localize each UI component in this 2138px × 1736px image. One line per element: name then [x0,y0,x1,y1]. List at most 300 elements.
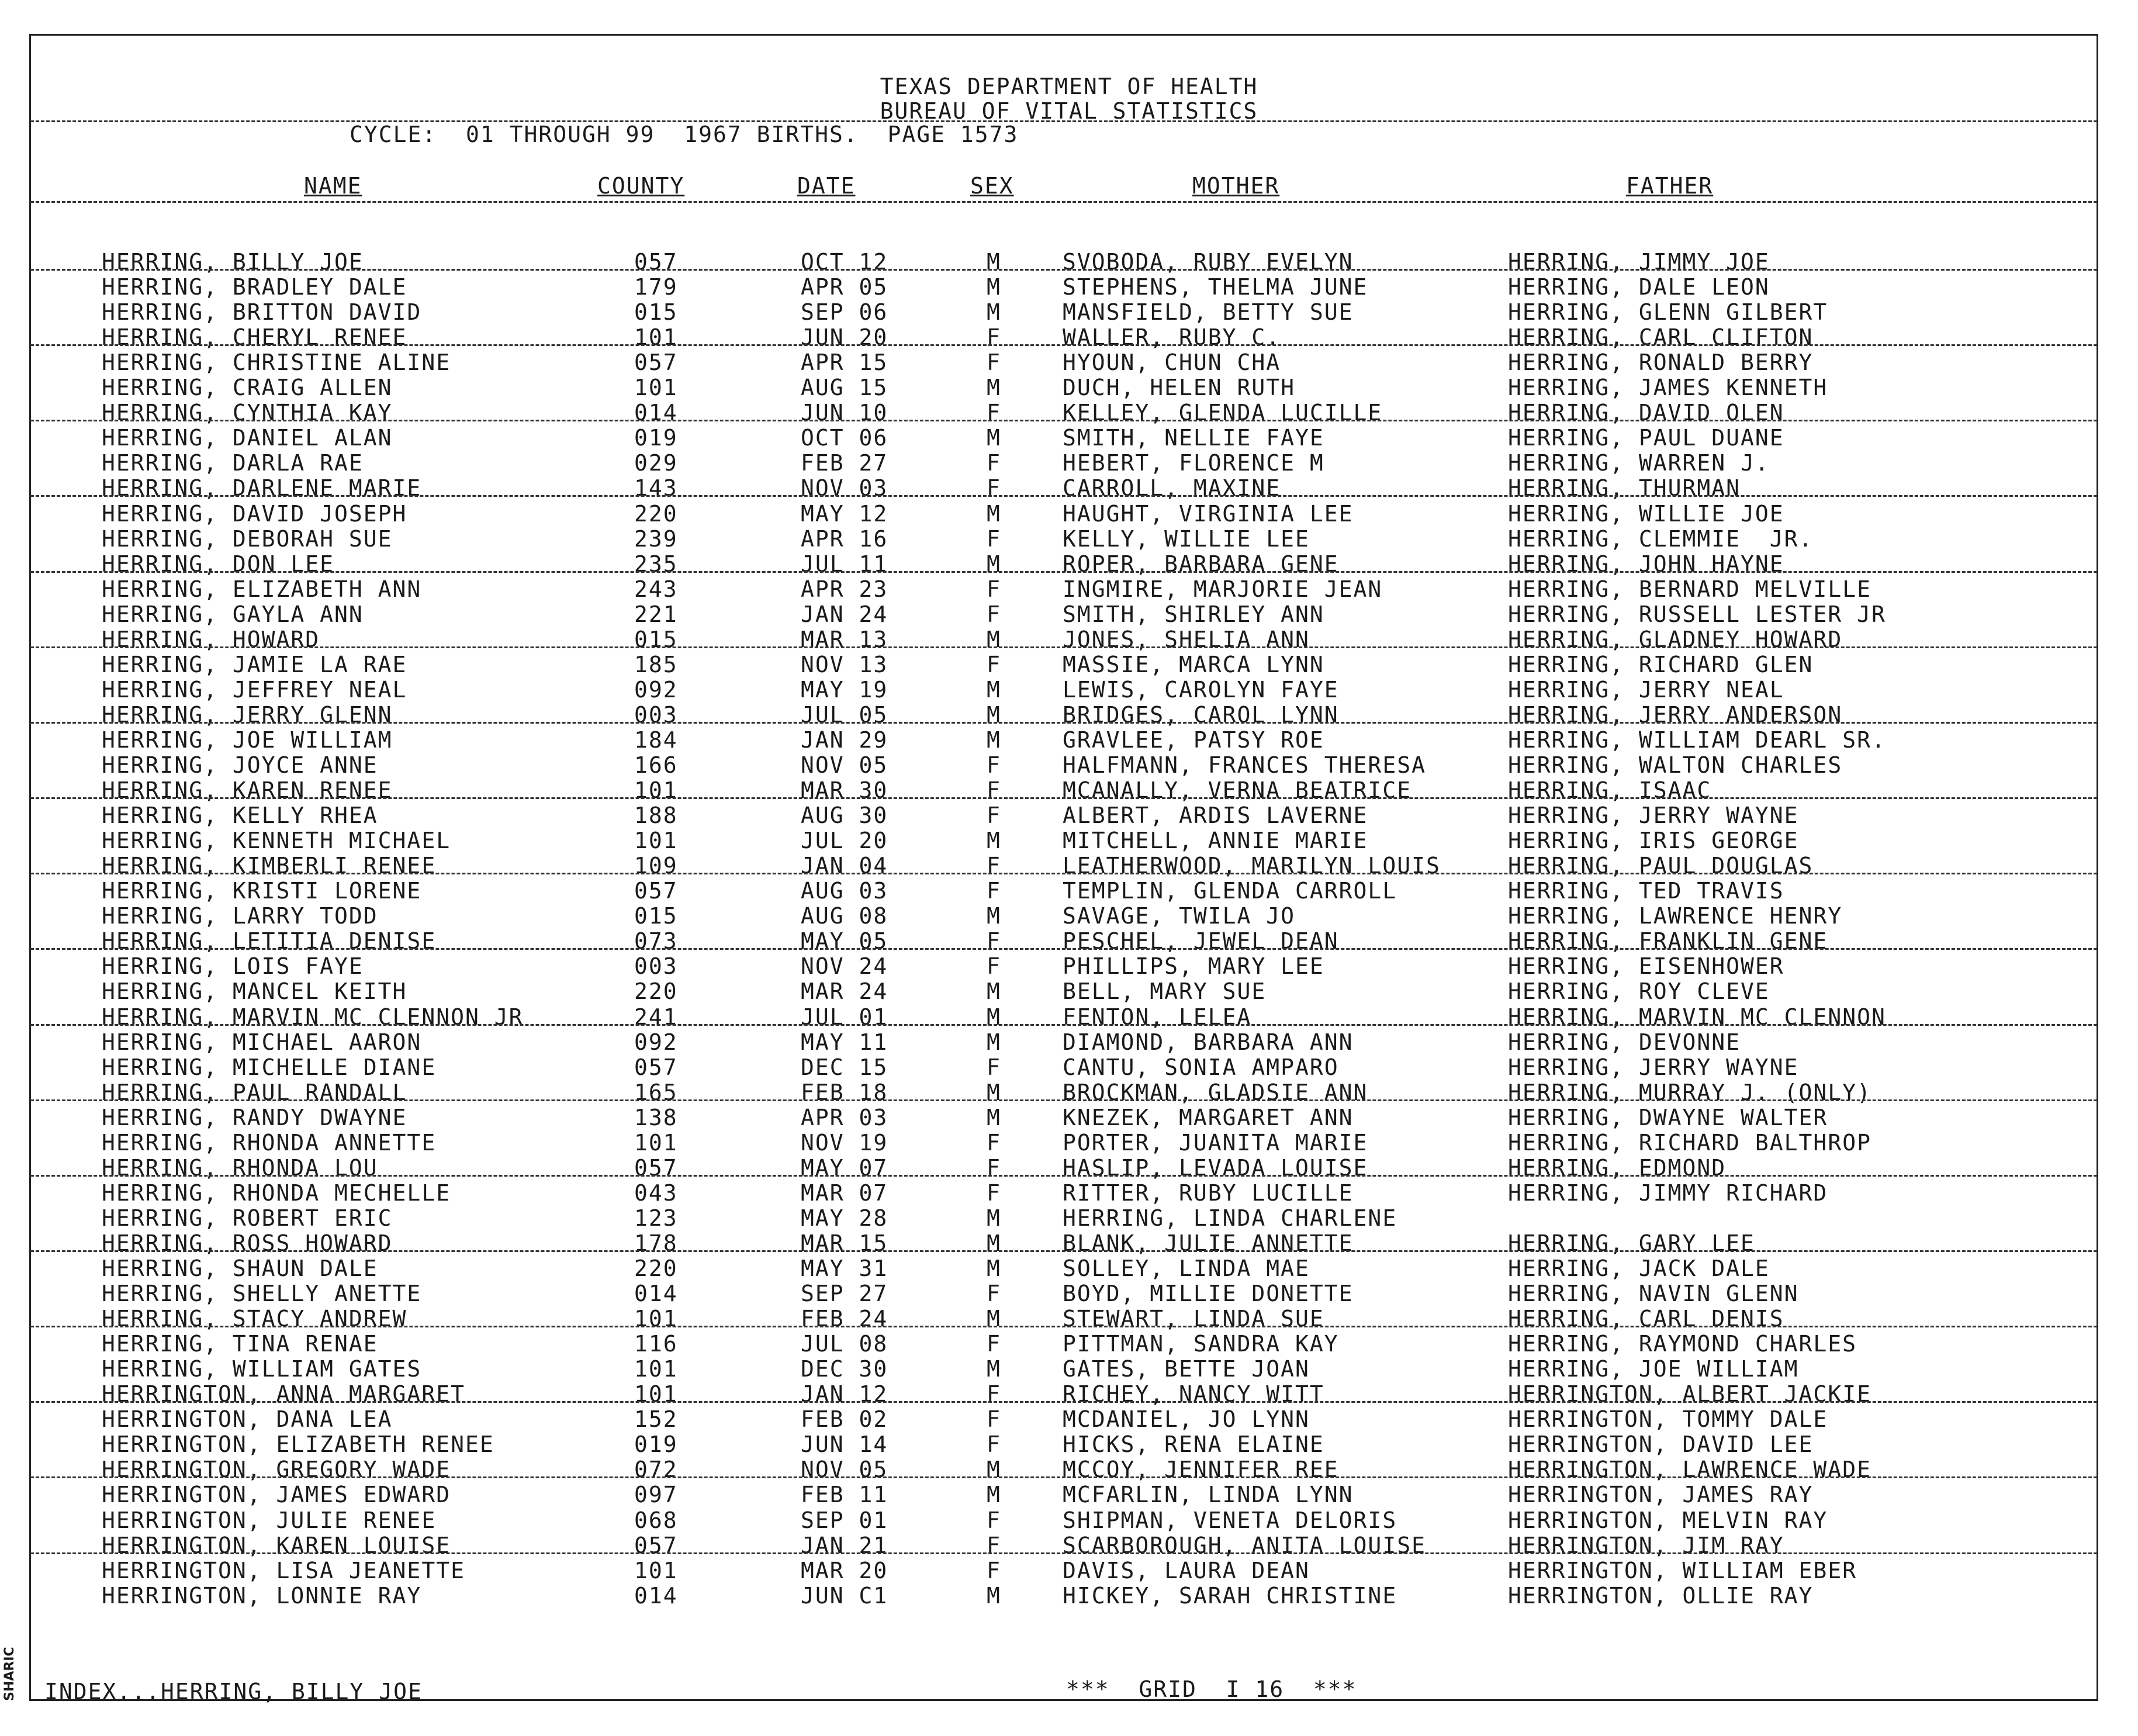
cell-father: HERRING, JOE WILLIAM [1508,1356,1799,1382]
cell-name: HERRING, ROSS HOWARD [102,1230,393,1256]
department-title: TEXAS DEPARTMENT OF HEALTH [880,74,1258,99]
cell-mother: KELLEY, GLENDA LUCILLE [1063,400,1383,426]
table-row [0,1230,2138,1256]
cell-mother: MCFARLIN, LINDA LYNN [1063,1482,1354,1508]
cell-sex: M [987,828,1001,854]
cell-name: HERRING, RHONDA LOU [102,1154,378,1181]
cell-county: 220 [634,978,678,1005]
cell-date: SEP 06 [801,299,888,326]
cell-name: HERRING, DARLA RAE [102,450,364,476]
cell-father: HERRING, PAUL DUANE [1508,425,1784,451]
cell-county: 101 [634,1557,678,1583]
cell-sex: F [987,1180,1001,1206]
cell-date: FEB 24 [801,1306,888,1332]
cell-father: HERRINGTON, WILLIAM EBER [1508,1557,1857,1583]
cell-sex: F [987,878,1001,904]
cell-date: NOV 13 [801,651,888,677]
cell-date: APR 03 [801,1104,888,1130]
cell-father: HERRING, DALE LEON [1508,274,1770,300]
cell-county: 235 [634,551,678,577]
cell-county: 123 [634,1205,678,1231]
cell-mother: STEPHENS, THELMA JUNE [1063,274,1368,300]
cell-date: JAN 29 [801,727,888,753]
cell-mother: STEWART, LINDA SUE [1063,1306,1324,1332]
cell-sex: F [987,400,1001,426]
cell-county: 185 [634,651,678,677]
cell-name: HERRING, TINA RENAE [102,1331,378,1357]
cell-name: HERRING, ELIZABETH ANN [102,576,422,602]
table-row [0,752,2138,777]
cell-mother: MITCHELL, ANNIE MARIE [1063,828,1368,854]
cycle-line: CYCLE: 01 THROUGH 99 1967 BIRTHS. PAGE 1573 [350,122,1019,147]
table-row [0,1205,2138,1230]
cell-mother: BELL, MARY SUE [1063,978,1267,1005]
table-row [0,828,2138,853]
cell-date: JAN 04 [801,853,888,879]
cell-name: HERRING, DON LEE [102,551,335,577]
cell-sex: M [987,1582,1001,1609]
cell-name: HERRING, SHELLY ANETTE [102,1281,422,1307]
cell-date: SEP 27 [801,1281,888,1307]
cell-county: 109 [634,853,678,879]
table-row [0,526,2138,551]
table-row [0,350,2138,375]
cell-father: HERRING, LAWRENCE HENRY [1508,903,1843,929]
cell-date: MAY 28 [801,1205,888,1231]
cell-father: HERRING, GLENN GILBERT [1508,299,1828,326]
cell-county: 003 [634,953,678,980]
cell-county: 014 [634,1582,678,1609]
cell-name: HERRING, BRITTON DAVID [102,299,422,326]
cell-father: HERRING, IRIS GEORGE [1508,828,1799,854]
cell-sex: F [987,1281,1001,1307]
cell-father: HERRING, JERRY NEAL [1508,676,1784,703]
cell-county: 019 [634,425,678,451]
table-row [0,299,2138,324]
cell-father: HERRING, MARVIN MC CLENNON [1508,1004,1886,1030]
cell-name: HERRING, RHONDA MECHELLE [102,1180,451,1206]
table-row [0,475,2138,500]
cell-name: HERRING, MANCEL KEITH [102,978,407,1005]
cell-father: HERRING, ISAAC [1508,777,1712,804]
cell-sex: M [987,1256,1001,1281]
cell-sex: F [987,1381,1001,1408]
cell-sex: M [987,626,1001,652]
table-row [0,324,2138,350]
cell-name: HERRINGTON, LONNIE RAY [102,1582,422,1609]
cell-sex: F [987,525,1001,552]
cell-date: AUG 08 [801,903,888,929]
cell-sex: M [987,375,1001,401]
cell-mother: FENTON, LELEA [1063,1004,1252,1030]
cell-county: 057 [634,1532,678,1558]
cell-date: FEB 27 [801,450,888,476]
cell-mother: BOYD, MILLIE DONETTE [1063,1281,1354,1307]
cell-county: 116 [634,1331,678,1357]
cell-date: MAR 07 [801,1180,888,1206]
cell-date: FEB 02 [801,1406,888,1433]
cell-county: 138 [634,1104,678,1130]
table-row [0,1558,2138,1583]
cell-name: HERRING, DANIEL ALAN [102,425,393,451]
table-row [0,249,2138,274]
cell-date: AUG 30 [801,803,888,829]
cell-county: 015 [634,299,678,326]
cell-father: HERRING, TED TRAVIS [1508,878,1784,904]
column-header-father: FATHER [1626,173,1714,199]
cell-name: HERRING, MICHAEL AARON [102,1029,422,1055]
table-row [0,652,2138,677]
cell-county: 072 [634,1457,678,1483]
cell-mother: CANTU, SONIA AMPARO [1063,1054,1339,1080]
table-row [0,953,2138,978]
cell-name: HERRING, MICHELLE DIANE [102,1054,437,1080]
cell-father: HERRING, GLADNEY HOWARD [1508,626,1843,652]
cell-mother: ROPER, BARBARA GENE [1063,551,1339,577]
cell-date: OCT 12 [801,249,888,275]
table-row [0,274,2138,299]
cell-sex: M [987,1004,1001,1030]
cell-date: MAR 24 [801,978,888,1005]
cell-date: MAR 13 [801,626,888,652]
cell-mother: GATES, BETTE JOAN [1063,1356,1310,1382]
cell-sex: M [987,551,1001,577]
cell-mother: KNEZEK, MARGARET ANN [1063,1104,1354,1130]
cell-date: JUL 01 [801,1004,888,1030]
cell-father: HERRING, MURRAY J. (ONLY) [1508,1079,1871,1105]
cell-mother: SCARBOROUGH, ANITA LOUISE [1063,1532,1426,1558]
cell-name: HERRINGTON, LISA JEANETTE [102,1557,465,1583]
cell-date: JAN 24 [801,601,888,627]
cell-county: 143 [634,475,678,502]
cell-father: HERRING, NAVIN GLENN [1508,1281,1799,1307]
side-stamp: SHARIC [2,1647,17,1701]
cell-name: HERRING, DAVID JOSEPH [102,500,407,527]
column-header-date: DATE [797,173,856,199]
cell-date: DEC 30 [801,1356,888,1382]
cell-mother: HICKEY, SARAH CHRISTINE [1063,1582,1397,1609]
cell-name: HERRING, BRADLEY DALE [102,274,407,300]
cell-father: HERRING, JIMMY RICHARD [1508,1180,1828,1206]
cell-father: HERRING, RONALD BERRY [1508,350,1814,376]
cell-name: HERRING, LOIS FAYE [102,953,364,980]
cell-mother: SVOBODA, RUBY EVELYN [1063,249,1354,275]
cell-county: 166 [634,752,678,778]
cell-county: 057 [634,1154,678,1181]
cell-name: HERRING, JAMIE LA RAE [102,651,407,677]
cell-sex: F [987,803,1001,829]
cell-name: HERRING, JEFFREY NEAL [102,676,407,703]
table-row [0,978,2138,1004]
cell-mother: BROCKMAN, GLADSIE ANN [1063,1079,1368,1105]
table-row [0,702,2138,727]
column-header-sex: SEX [970,173,1014,199]
cell-father: HERRING, JOHN HAYNE [1508,551,1784,577]
cell-mother: HASLIP, LEVADA LOUISE [1063,1154,1368,1181]
cell-sex: F [987,350,1001,376]
cell-name: HERRING, DEBORAH SUE [102,525,393,552]
cell-mother: HYOUN, CHUN CHA [1063,350,1281,376]
cell-name: HERRING, CHRISTINE ALINE [102,350,451,376]
cell-mother: SHIPMAN, VENETA DELORIS [1063,1507,1397,1533]
cell-county: 178 [634,1230,678,1256]
table-row [0,803,2138,828]
cell-father: HERRING, EISENHOWER [1508,953,1784,980]
cell-county: 221 [634,601,678,627]
cell-sex: F [987,1154,1001,1181]
cell-father: HERRING, FRANKLIN GENE [1508,928,1828,955]
cell-mother: ALBERT, ARDIS LAVERNE [1063,803,1368,829]
cell-date: APR 05 [801,274,888,300]
cell-name: HERRING, LETITIA DENISE [102,928,437,955]
cell-mother: HALFMANN, FRANCES THERESA [1063,752,1426,778]
cell-name: HERRINGTON, KAREN LOUISE [102,1532,451,1558]
cell-sex: M [987,1079,1001,1105]
cell-mother: GRAVLEE, PATSY ROE [1063,727,1324,753]
cell-date: JUL 11 [801,551,888,577]
cell-name: HERRINGTON, ELIZABETH RENEE [102,1431,494,1458]
cell-name: HERRING, KENNETH MICHAEL [102,828,451,854]
table-row [0,1105,2138,1130]
cell-father: HERRING, DAVID OLEN [1508,400,1784,426]
cell-name: HERRINGTON, JULIE RENEE [102,1507,437,1533]
cell-date: FEB 11 [801,1482,888,1508]
cell-mother: BRIDGES, CAROL LYNN [1063,701,1339,728]
cell-sex: M [987,1029,1001,1055]
table-row [0,1381,2138,1406]
table-row [0,425,2138,450]
cell-county: 165 [634,1079,678,1105]
cell-date: MAY 19 [801,676,888,703]
cell-sex: F [987,1129,1001,1156]
cell-mother: RICHEY, NANCY WITT [1063,1381,1324,1408]
cell-name: HERRING, JERRY GLENN [102,701,393,728]
cell-date: JUN 14 [801,1431,888,1458]
cell-county: 101 [634,828,678,854]
cell-mother: DIAMOND, BARBARA ANN [1063,1029,1354,1055]
cell-father: HERRING, WILLIAM DEARL SR. [1508,727,1886,753]
cell-sex: F [987,651,1001,677]
cell-county: 015 [634,626,678,652]
cell-name: HERRING, BILLY JOE [102,249,364,275]
cell-date: JUN C1 [801,1582,888,1609]
cell-name: HERRING, JOE WILLIAM [102,727,393,753]
cell-county: 057 [634,878,678,904]
cell-sex: F [987,928,1001,955]
cell-name: HERRING, CRAIG ALLEN [102,375,393,401]
cell-father: HERRING, RICHARD GLEN [1508,651,1814,677]
cell-sex: M [987,978,1001,1005]
column-header-mother: MOTHER [1192,173,1280,199]
cell-mother: LEWIS, CAROLYN FAYE [1063,676,1339,703]
table-row [0,1331,2138,1356]
cell-county: 188 [634,803,678,829]
cell-father: HERRING, WILLIE JOE [1508,500,1784,527]
cell-date: JUL 08 [801,1331,888,1357]
cell-sex: F [987,576,1001,602]
cell-county: 003 [634,701,678,728]
cell-date: MAY 07 [801,1154,888,1181]
table-row [0,1457,2138,1482]
column-header-county: COUNTY [597,173,685,199]
table-row [0,1507,2138,1533]
cell-sex: M [987,249,1001,275]
cell-county: 152 [634,1406,678,1433]
cell-father: HERRINGTON, TOMMY DALE [1508,1406,1828,1433]
table-row [0,1431,2138,1457]
cell-date: SEP 01 [801,1507,888,1533]
cell-father: HERRINGTON, MELVIN RAY [1508,1507,1828,1533]
cell-date: MAY 31 [801,1256,888,1281]
cell-name: HERRING, GAYLA ANN [102,601,364,627]
cell-county: 241 [634,1004,678,1030]
cell-mother: SMITH, SHIRLEY ANN [1063,601,1324,627]
cell-date: NOV 05 [801,1457,888,1483]
cell-mother: PHILLIPS, MARY LEE [1063,953,1324,980]
cell-mother: RITTER, RUBY LUCILLE [1063,1180,1354,1206]
cell-mother: PITTMAN, SANDRA KAY [1063,1331,1339,1357]
cell-county: 101 [634,1129,678,1156]
cell-sex: M [987,903,1001,929]
cell-name: HERRINGTON, JAMES EDWARD [102,1482,451,1508]
cell-date: MAY 11 [801,1029,888,1055]
cell-father: HERRING, PAUL DOUGLAS [1508,853,1814,879]
cell-county: 184 [634,727,678,753]
column-header-name: NAME [304,173,362,199]
cell-date: JUN 10 [801,400,888,426]
cell-name: HERRING, RHONDA ANNETTE [102,1129,437,1156]
cell-name: HERRING, STACY ANDREW [102,1306,407,1332]
cell-mother: CARROLL, MAXINE [1063,475,1281,502]
cell-county: 101 [634,1306,678,1332]
cell-name: HERRING, KAREN RENEE [102,777,393,804]
cell-mother: WALLER, RUBY C. [1063,324,1281,351]
cell-name: HERRING, CYNTHIA KAY [102,400,393,426]
cell-county: 092 [634,1029,678,1055]
cell-sex: F [987,853,1001,879]
table-row [0,1482,2138,1507]
cell-county: 101 [634,1381,678,1408]
cell-name: HERRING, WILLIAM GATES [102,1356,422,1382]
cell-county: 097 [634,1482,678,1508]
cell-sex: M [987,274,1001,300]
cell-mother: MCDANIEL, JO LYNN [1063,1406,1310,1433]
cell-mother: BLANK, JULIE ANNETTE [1063,1230,1354,1256]
cell-father: HERRINGTON, DAVID LEE [1508,1431,1814,1458]
cell-county: 179 [634,274,678,300]
cell-date: MAY 12 [801,500,888,527]
cell-county: 243 [634,576,678,602]
header-rule [30,120,2097,122]
cell-county: 101 [634,777,678,804]
cell-sex: F [987,752,1001,778]
cell-name: HERRING, CHERYL RENEE [102,324,407,351]
cell-county: 220 [634,500,678,527]
cell-date: NOV 03 [801,475,888,502]
cell-father: HERRING, WARREN J. [1508,450,1770,476]
cell-date: AUG 15 [801,375,888,401]
cell-father: HERRINGTON, OLLIE RAY [1508,1582,1814,1609]
cell-date: JAN 12 [801,1381,888,1408]
cell-father: HERRINGTON, JIM RAY [1508,1532,1784,1558]
cell-father: HERRING, BERNARD MELVILLE [1508,576,1871,602]
table-row [0,903,2138,928]
cell-name: HERRING, PAUL RANDALL [102,1079,407,1105]
cell-date: AUG 03 [801,878,888,904]
table-row [0,1155,2138,1180]
cell-mother: JONES, SHELIA ANN [1063,626,1310,652]
cell-sex: M [987,676,1001,703]
table-row [0,1180,2138,1205]
cell-county: 092 [634,676,678,703]
cell-county: 101 [634,324,678,351]
cell-father: HERRING, JERRY WAYNE [1508,803,1799,829]
cell-sex: M [987,1482,1001,1508]
cell-sex: M [987,1306,1001,1332]
cell-sex: F [987,1532,1001,1558]
cell-name: HERRING, JOYCE ANNE [102,752,378,778]
cell-name: HERRING, ROBERT ERIC [102,1205,393,1231]
cell-county: 057 [634,1054,678,1080]
table-row [0,1356,2138,1381]
cell-date: JUL 20 [801,828,888,854]
cell-mother: MCANALLY, VERNA BEATRICE [1063,777,1412,804]
cell-sex: F [987,1331,1001,1357]
cell-father: HERRING, CARL DENIS [1508,1306,1784,1332]
cell-mother: HEBERT, FLORENCE M [1063,450,1324,476]
cell-county: 043 [634,1180,678,1206]
cell-father: HERRING, RUSSELL LESTER JR [1508,601,1886,627]
cell-date: NOV 19 [801,1129,888,1156]
table-row [0,1281,2138,1306]
table-row [0,601,2138,627]
cell-father: HERRING, JAMES KENNETH [1508,375,1828,401]
table-row [0,853,2138,878]
table-row [0,677,2138,702]
cell-mother: MCCOY, JENNIFER REE [1063,1457,1339,1483]
cell-mother: PESCHEL, JEWEL DEAN [1063,928,1339,955]
cell-county: 073 [634,928,678,955]
cell-mother: HERRING, LINDA CHARLENE [1063,1205,1397,1231]
table-row [0,777,2138,803]
table-row [0,576,2138,601]
cell-name: HERRING, HOWARD [102,626,320,652]
table-row [0,878,2138,903]
cell-father: HERRING, THURMAN [1508,475,1741,502]
cell-mother: SOLLEY, LINDA MAE [1063,1256,1310,1281]
cell-father: HERRING, RAYMOND CHARLES [1508,1331,1857,1357]
cell-date: NOV 24 [801,953,888,980]
table-row [0,1256,2138,1281]
table-row [0,627,2138,652]
cell-county: 029 [634,450,678,476]
cell-name: HERRING, DARLENE MARIE [102,475,422,502]
cell-county: 220 [634,1256,678,1281]
cell-mother: MASSIE, MARCA LYNN [1063,651,1324,677]
cell-date: FEB 18 [801,1079,888,1105]
cell-name: HERRING, MARVIN MC CLENNON JR [102,1004,524,1030]
cell-father: HERRING, JACK DALE [1508,1256,1770,1281]
cell-sex: F [987,953,1001,980]
cell-father: HERRINGTON, LAWRENCE WADE [1508,1457,1871,1483]
cell-date: JUN 20 [801,324,888,351]
cell-sex: F [987,1431,1001,1458]
cell-county: 101 [634,1356,678,1382]
cell-father: HERRING, RICHARD BALTHROP [1508,1129,1871,1156]
cell-father: HERRING, JERRY ANDERSON [1508,701,1843,728]
table-row [0,727,2138,752]
cell-sex: M [987,701,1001,728]
